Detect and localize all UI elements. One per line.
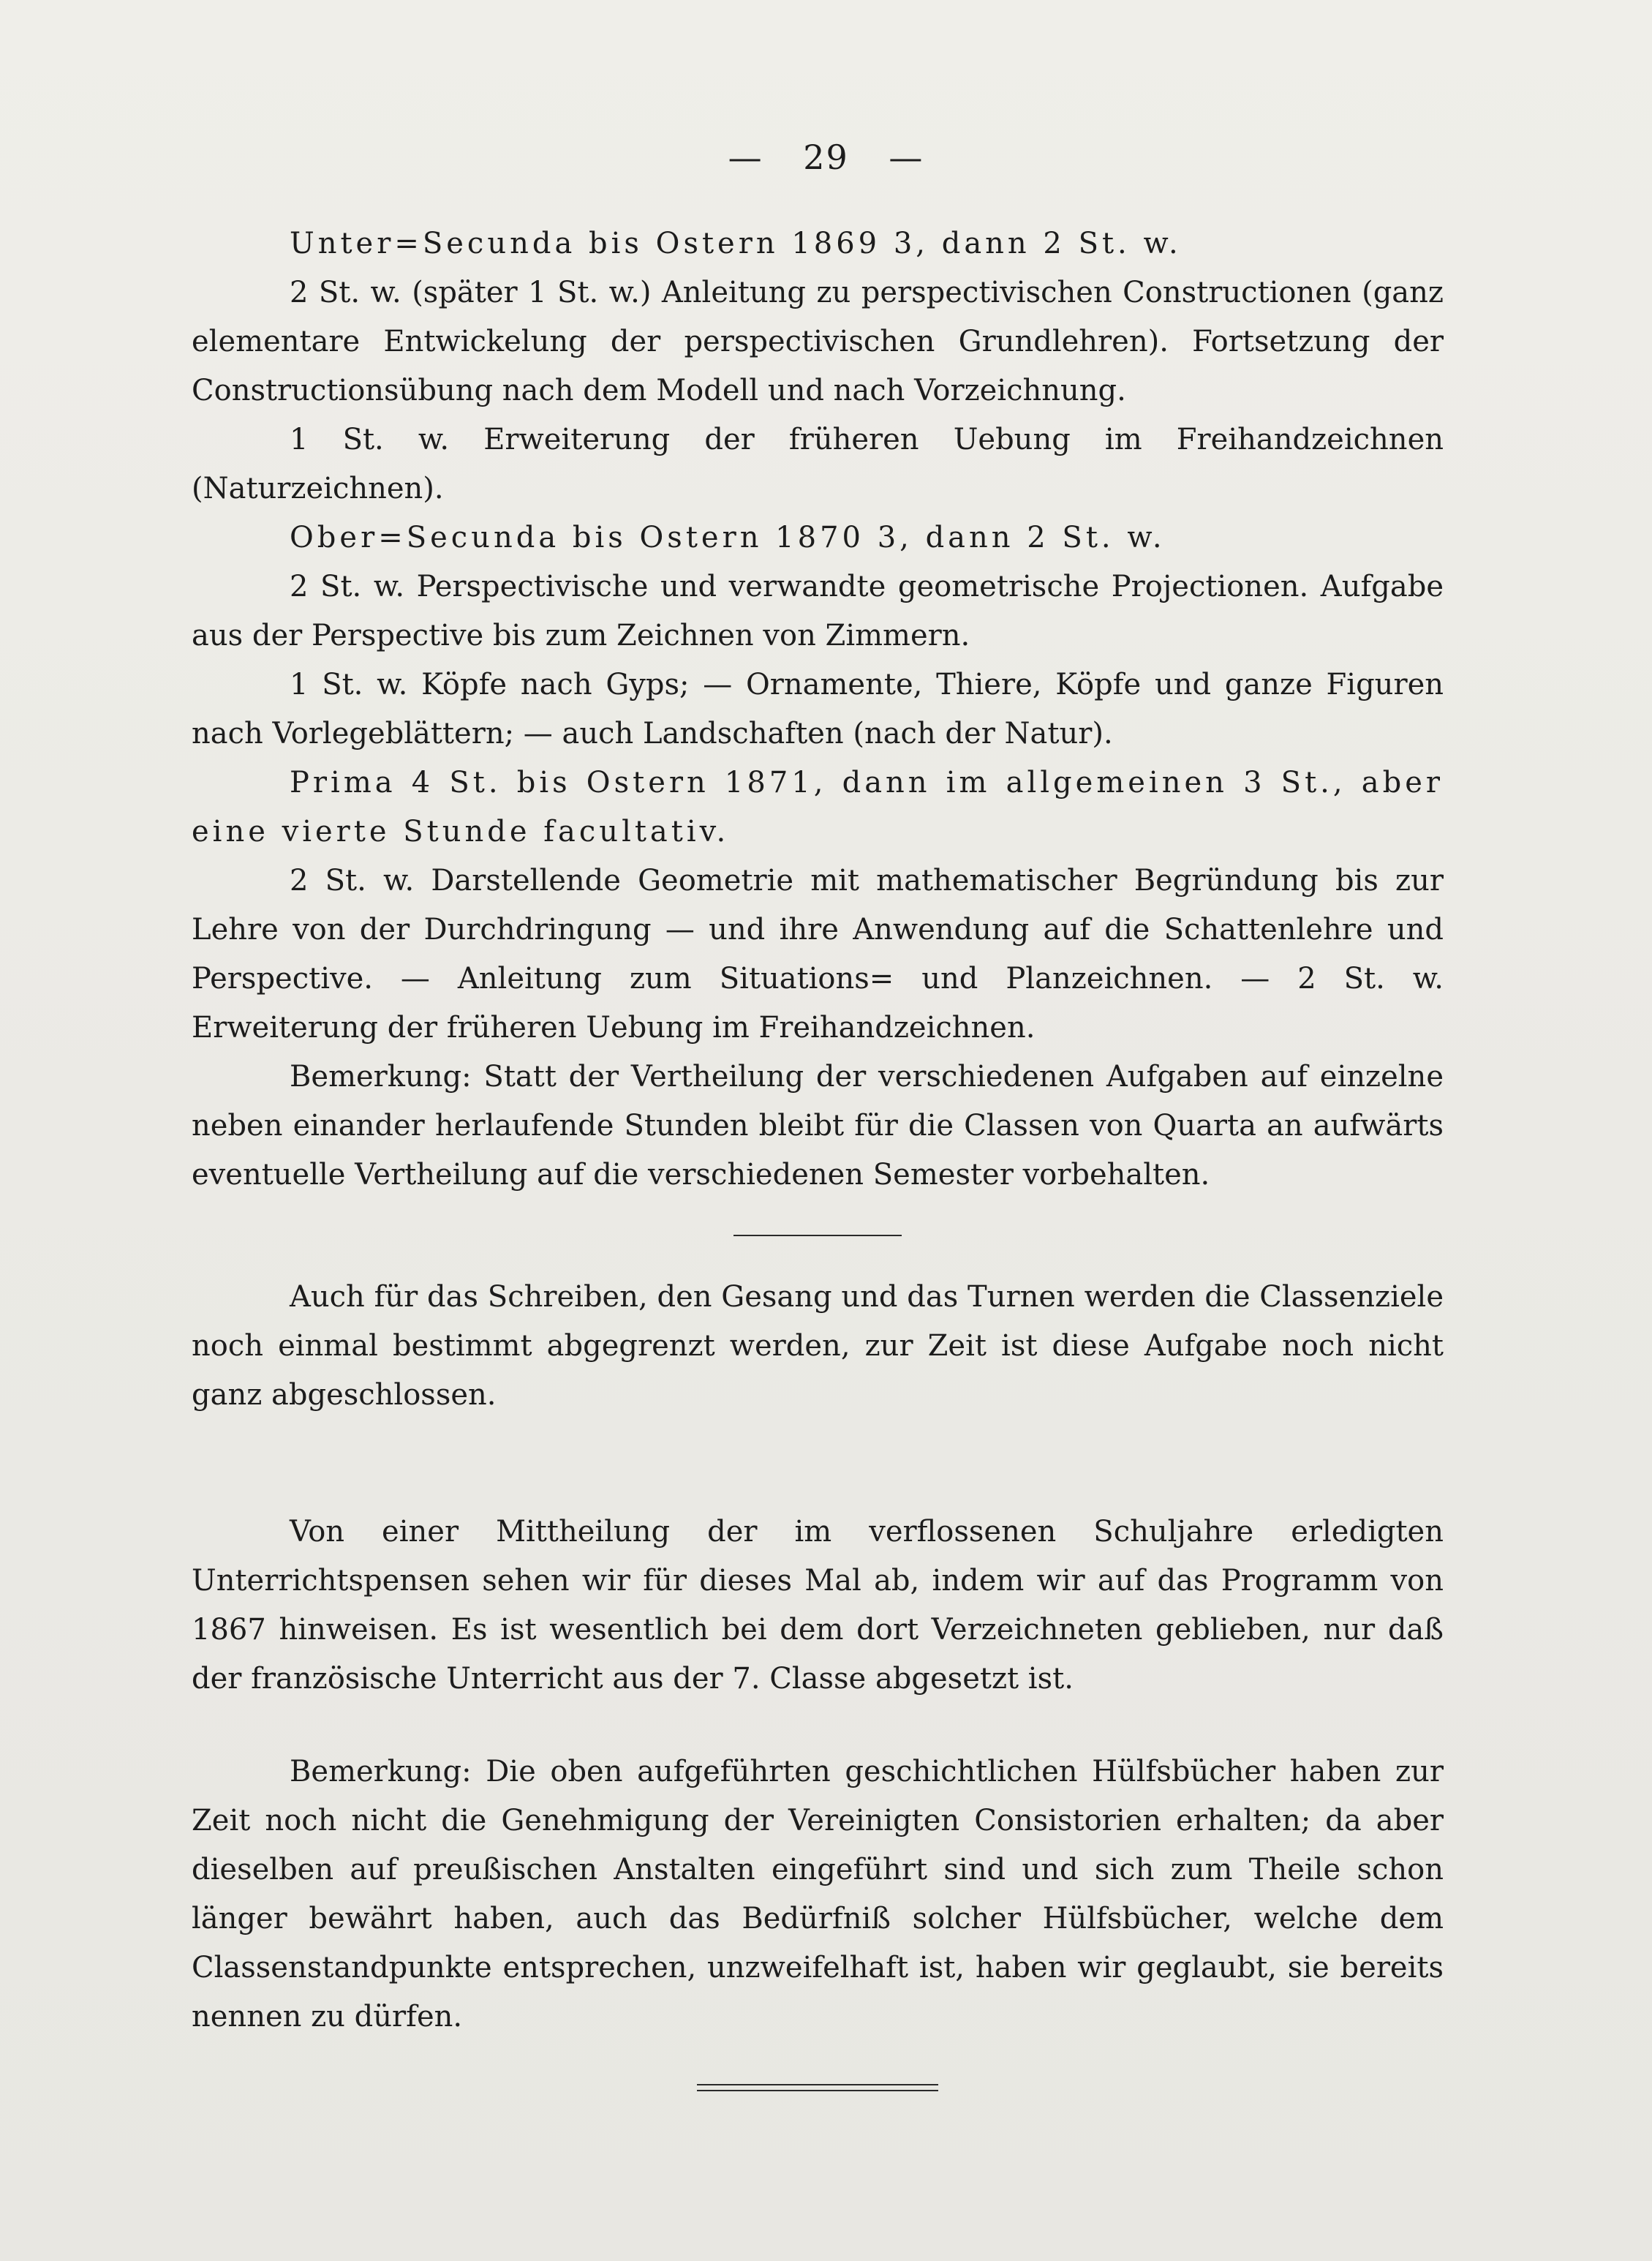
paragraph: 1 St. w. Erweiterung der früheren Uebung im Freihandzeichnen (Naturzeichnen). (192, 423, 1444, 505)
section-heading-prima: Prima 4 St. bis Ostern 1871, dann im allgemeinen 3 St., aber eine vierte Stunde facultativ. (192, 766, 1444, 849)
remark-paragraph: Bemerkung: Die oben aufgeführten geschichtlichen Hülfsbücher haben zur Zeit noch nicht die Genehmigung der Vereinigten Consistorien erhalten; da aber dieselben auf preußischen Anstalten eingeführt sind und sich zum Theile schon länger bewährt haben, auch das Bedürfniß solcher Hülfsbücher, welche dem Classenstandpunkte entsprechen, unzweifelhaft ist, haben wir geglaubt, sie bereits nennen zu dürfen. (192, 1755, 1444, 2034)
page-number: 29 (803, 138, 849, 177)
section-divider (733, 1235, 902, 1236)
paragraph: 1 St. w. Köpfe nach Gyps; — Ornamente, Thiere, Köpfe und ganze Figuren nach Vorlegeblättern; — auch Landschaften (nach der Natur). (192, 668, 1444, 750)
spacer (192, 1420, 1444, 1508)
page-number-line (0, 138, 1652, 177)
page-number-dash-left: — (728, 138, 763, 177)
page-number-dash-right: — (889, 138, 924, 177)
end-divider (697, 2084, 938, 2091)
paragraph: 2 St. w. Darstellende Geometrie mit mathematischer Begründung bis zur Lehre von der Durchdringung — und ihre Anwendung auf die Schattenlehre und Perspective. — Anleitung zum Situations= und Planzeichnen. — 2 St. w. Erweiterung der früheren Uebung im Freihandzeichnen. (192, 864, 1444, 1045)
paragraph: 2 St. w. (später 1 St. w.) Anleitung zu perspectivischen Constructionen (ganz elementare Entwickelung der perspectivischen Grundlehren). Fortsetzung der Constructionsübung nach dem Modell und nach Vorzeichnung. (192, 276, 1444, 407)
spacer (192, 1704, 1444, 1748)
paragraph: Von einer Mittheilung der im verflossenen Schuljahre erledigten Unterrichtspensen sehen wir für dieses Mal ab, indem wir auf das Programm von 1867 hinweisen. Es ist wesentlich bei dem dort Verzeichneten geblieben, nur daß der französische Unterricht aus der 7. Classe abgesetzt ist. (192, 1515, 1444, 1696)
section-heading-ober-secunda: Ober=Secunda bis Ostern 1870 3, dann 2 St. w. (290, 521, 1166, 554)
section-heading-unter-secunda: Unter=Secunda bis Ostern 1869 3, dann 2 St. w. (290, 227, 1182, 260)
paragraph: 2 St. w. Perspectivische und verwandte geometrische Projectionen. Aufgabe aus der Perspective bis zum Zeichnen von Zimmern. (192, 570, 1444, 652)
end-divider-line (697, 2090, 938, 2091)
remark-paragraph: Bemerkung: Statt der Vertheilung der verschiedenen Aufgaben auf einzelne neben einander herlaufende Stunden bleibt für die Classen von Quarta an aufwärts eventuelle Vertheilung auf die verschiedenen Semester vorbehalten. (192, 1060, 1444, 1192)
end-divider-line (697, 2084, 938, 2085)
page-body (192, 219, 1444, 2096)
paragraph: Auch für das Schreiben, den Gesang und das Turnen werden die Classenziele noch einmal bestimmt abgegrenzt werden, zur Zeit ist diese Aufgabe noch nicht ganz abgeschlossen. (192, 1280, 1444, 1412)
